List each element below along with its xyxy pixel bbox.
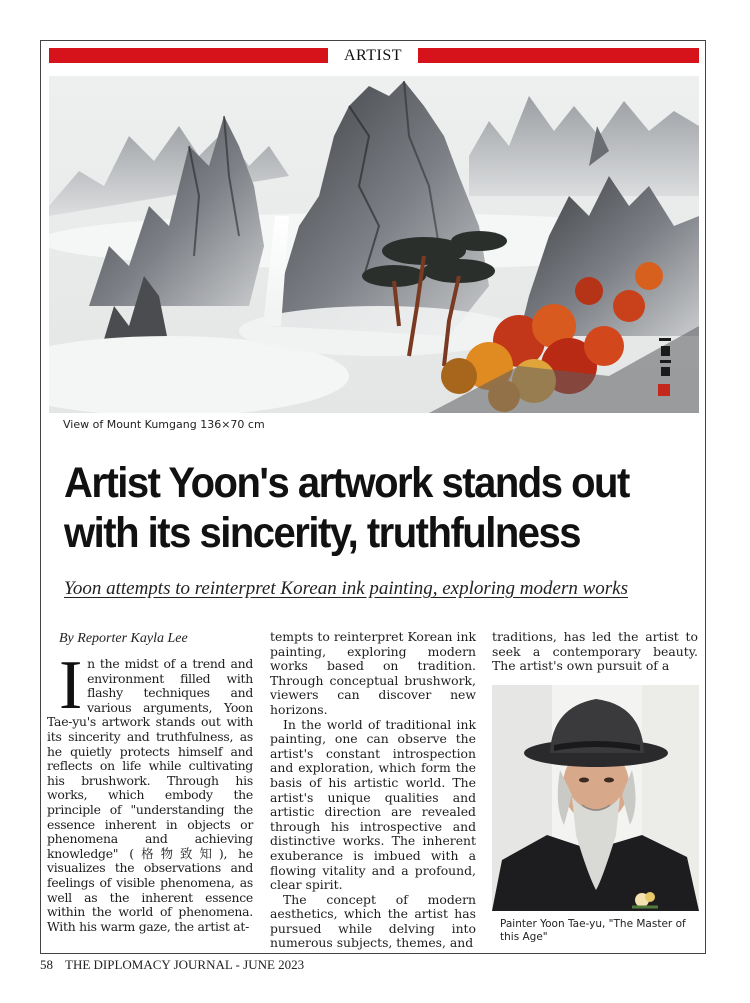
byline: By Reporter Kayla Lee [59, 631, 188, 646]
painting-caption: View of Mount Kumgang 136×70 cm [63, 418, 265, 431]
body-paragraph: traditions, has led the artist to seek a contemporary beauty. The artist's own pursuit of a [492, 629, 698, 674]
body-paragraph: In the world of traditional ink painting, one can observe the artist's constant introspection and exploration, which form the basis of his artistic world. The artist's unique qualities and artistic direction are revealed through his introspective and distinctive works. The inherent exuberance is imbued with a flowing vitality and a profound, clear spirit. [270, 716, 476, 893]
article-headline: Artist Yoon's artwork stands out with its sincerity, truthfulness [64, 459, 629, 557]
landscape-painting [49, 76, 699, 413]
section-rule-right [418, 48, 699, 63]
photo-caption: Painter Yoon Tae-yu, "The Master of this Age" [500, 918, 686, 943]
article-column-3 [492, 630, 698, 674]
section-header [49, 45, 699, 67]
section-rule-left [49, 48, 328, 63]
body-paragraph: tempts to reinterpret Korean ink painting, exploring modern works based on tradition. Through conceptual brushwork, viewers can discover new horizons. [270, 629, 476, 717]
publication-name: THE DIPLOMACY JOURNAL - JUNE 2023 [65, 957, 305, 972]
article-column-1 [47, 630, 253, 934]
body-paragraph: The concept of modern aesthetics, which the artist has pursued while delving into numerous subjects, themes, and [270, 891, 476, 951]
drop-cap: I [59, 647, 83, 724]
section-label: ARTIST [343, 47, 403, 64]
page-footer [40, 957, 304, 973]
article-subheadline: Yoon attempts to reinterpret Korean ink painting, exploring modern works [64, 578, 628, 599]
portrait-photo [492, 685, 699, 911]
page-number: 58 [40, 957, 53, 972]
body-paragraph [47, 647, 253, 934]
article-column-2 [270, 630, 476, 951]
body-text: n the midst of a trend and environment filled with flashy techniques and various arguments, Yoon Tae-yu's artwork stands out with its sincerity and truthfulness, as he quietly protects himself and reflects on life while cultivating his brushwork. Through his works, which embody the principle of "understanding the essence inherent in objects or phenomena and achieving knowledge" (格物致知), he visualizes the observations and feelings of visible phenomena, as well as the inherent essence within the world of phenomena. With his warm gaze, the artist at- [47, 656, 253, 934]
